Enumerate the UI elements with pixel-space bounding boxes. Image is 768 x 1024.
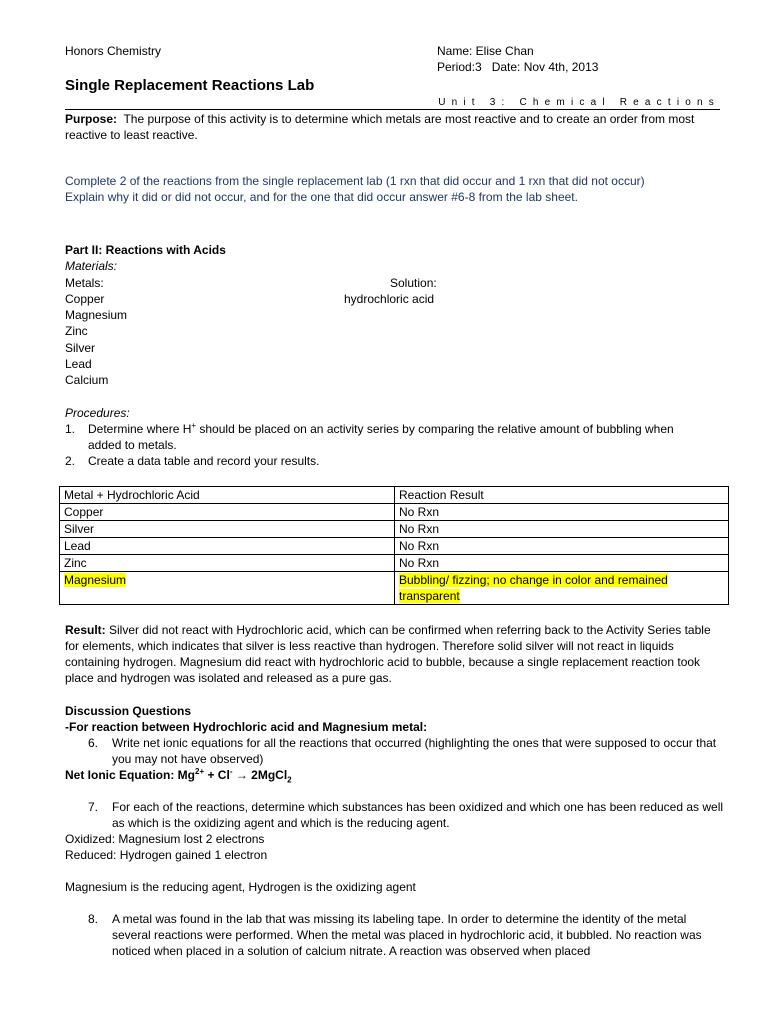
period-date: Period:3 Date: Nov 4th, 2013 <box>437 60 599 74</box>
materials-section <box>65 242 226 389</box>
discussion-subheading: -For reaction between Hydrochloric acid and Magnesium metal: <box>65 720 428 734</box>
spacer <box>65 895 725 911</box>
course-name: Honors Chemistry <box>65 44 162 58</box>
procedure-step-2: 2. Create a data table and record your results. <box>65 454 320 468</box>
solution-label: Solution: <box>390 276 437 290</box>
materials-label: Materials: <box>65 259 118 274</box>
instructions-line-1: Complete 2 of the reactions from the single replacement lab (1 rxn that did occur and 1 rxn that did not occur) <box>65 174 645 188</box>
table-cell: Zinc <box>60 555 395 572</box>
metal-item: Zinc <box>65 324 88 339</box>
student-name: Name: Elise Chan <box>437 44 534 58</box>
highlighted-text: Bubbling/ fizzing; no change in color and remained transparent <box>399 573 668 603</box>
discussion-heading: Discussion Questions <box>65 704 192 718</box>
table-row <box>60 538 729 555</box>
table-row <box>60 572 729 605</box>
table-cell: No Rxn <box>395 555 729 572</box>
metals-label: Metals: <box>65 275 104 290</box>
question-number: 6. <box>88 736 99 750</box>
result-label: Result: <box>65 623 106 637</box>
table-cell: No Rxn <box>395 521 729 538</box>
purpose-label: Purpose: <box>65 112 118 126</box>
part2-heading: Part II: Reactions with Acids <box>65 243 226 257</box>
table-row <box>60 521 729 538</box>
metal-item: Copper <box>65 291 105 306</box>
instructions-paragraph <box>65 173 725 205</box>
solution-value: hydrochloric acid <box>344 292 435 307</box>
step-number: 1. <box>65 422 76 436</box>
question-7: 7. For each of the reactions, determine which substances has been oxidized and which one has been reduced as well as which is the oxidizing agent and which is the reducing agent. <box>88 800 724 830</box>
procedure-step-1: 1. Determine where H+ should be placed on an activity series by comparing the relative amount of bubbling when added to metals. <box>65 421 674 452</box>
table-cell: Copper <box>60 504 395 521</box>
metal-item: Lead <box>65 357 92 372</box>
metal-item: Magnesium <box>65 308 128 323</box>
question-number: 8. <box>88 912 99 926</box>
agents-answer: Magnesium is the reducing agent, Hydrogen is the oxidizing agent <box>65 880 416 894</box>
table-cell: Lead <box>60 538 395 555</box>
procedures-section <box>65 405 705 469</box>
result-text: Silver did not react with Hydrochloric acid, which can be confirmed when referring back to the Activity Series table for elements, which indicates that silver is less reactive than hydrogen. Therefore solid silver will not react in liquids containing hydrogen. Magnesium did react with hydrochloric acid to bubble, because a single replacement reaction took place and hydrogen was isolated and released as a pure gas. <box>65 623 711 685</box>
header-divider <box>65 109 720 110</box>
solution-section <box>344 275 437 308</box>
metal-item: Calcium <box>65 373 109 388</box>
results-table <box>59 486 729 605</box>
unit-label: Unit 3: Chemical Reactions <box>438 97 720 108</box>
question-8: 8. A metal was found in the lab that was missing its labeling tape. In order to determine the identity of the metal several reactions were performed. When the metal was placed in hydrochloric acid, it bubbled. No reaction was noticed when placed in a solution of calcium nitrate. A reaction was observed when placed <box>88 912 702 958</box>
table-cell: No Rxn <box>395 538 729 555</box>
question-6: 6. Write net ionic equations for all the reactions that occurred (highlighting the ones that were supposed to occur that you may not have observed) <box>88 736 717 766</box>
table-cell <box>395 572 729 605</box>
table-cell <box>60 572 395 605</box>
step-number: 2. <box>65 454 76 468</box>
question-number: 7. <box>88 800 99 814</box>
procedures-label: Procedures: <box>65 406 130 420</box>
net-ionic-equation: Net Ionic Equation: $Mg^{2+} + Cl^-$ → 2MgCl$_2$ <box>65 767 292 785</box>
instructions-line-2: Explain why it did or did not occur, and for the one that did occur answer #6-8 from the lab sheet. <box>65 190 578 204</box>
purpose-text: The purpose of this activity is to determine which metals are most reactive and to create an order from most reactive to least reactive. <box>65 112 695 142</box>
purpose-paragraph <box>65 111 725 143</box>
table-header-row <box>60 487 729 504</box>
reduced-answer: Reduced: Hydrogen gained 1 electron <box>65 848 268 862</box>
discussion-section <box>65 703 725 959</box>
table-cell: No Rxn <box>395 504 729 521</box>
table-row <box>60 555 729 572</box>
metal-item: Silver <box>65 340 96 355</box>
table-header-cell: Reaction Result <box>395 487 729 504</box>
result-paragraph <box>65 622 725 686</box>
spacer <box>65 863 725 879</box>
table-header-cell: Metal + Hydrochloric Acid <box>60 487 395 504</box>
oxidized-answer: Oxidized: Magnesium lost 2 electrons <box>65 832 265 846</box>
highlighted-text: Magnesium <box>64 573 127 587</box>
page-title: Single Replacement Reactions Lab <box>65 77 315 94</box>
table-row <box>60 504 729 521</box>
spacer <box>65 783 725 799</box>
table-cell: Silver <box>60 521 395 538</box>
